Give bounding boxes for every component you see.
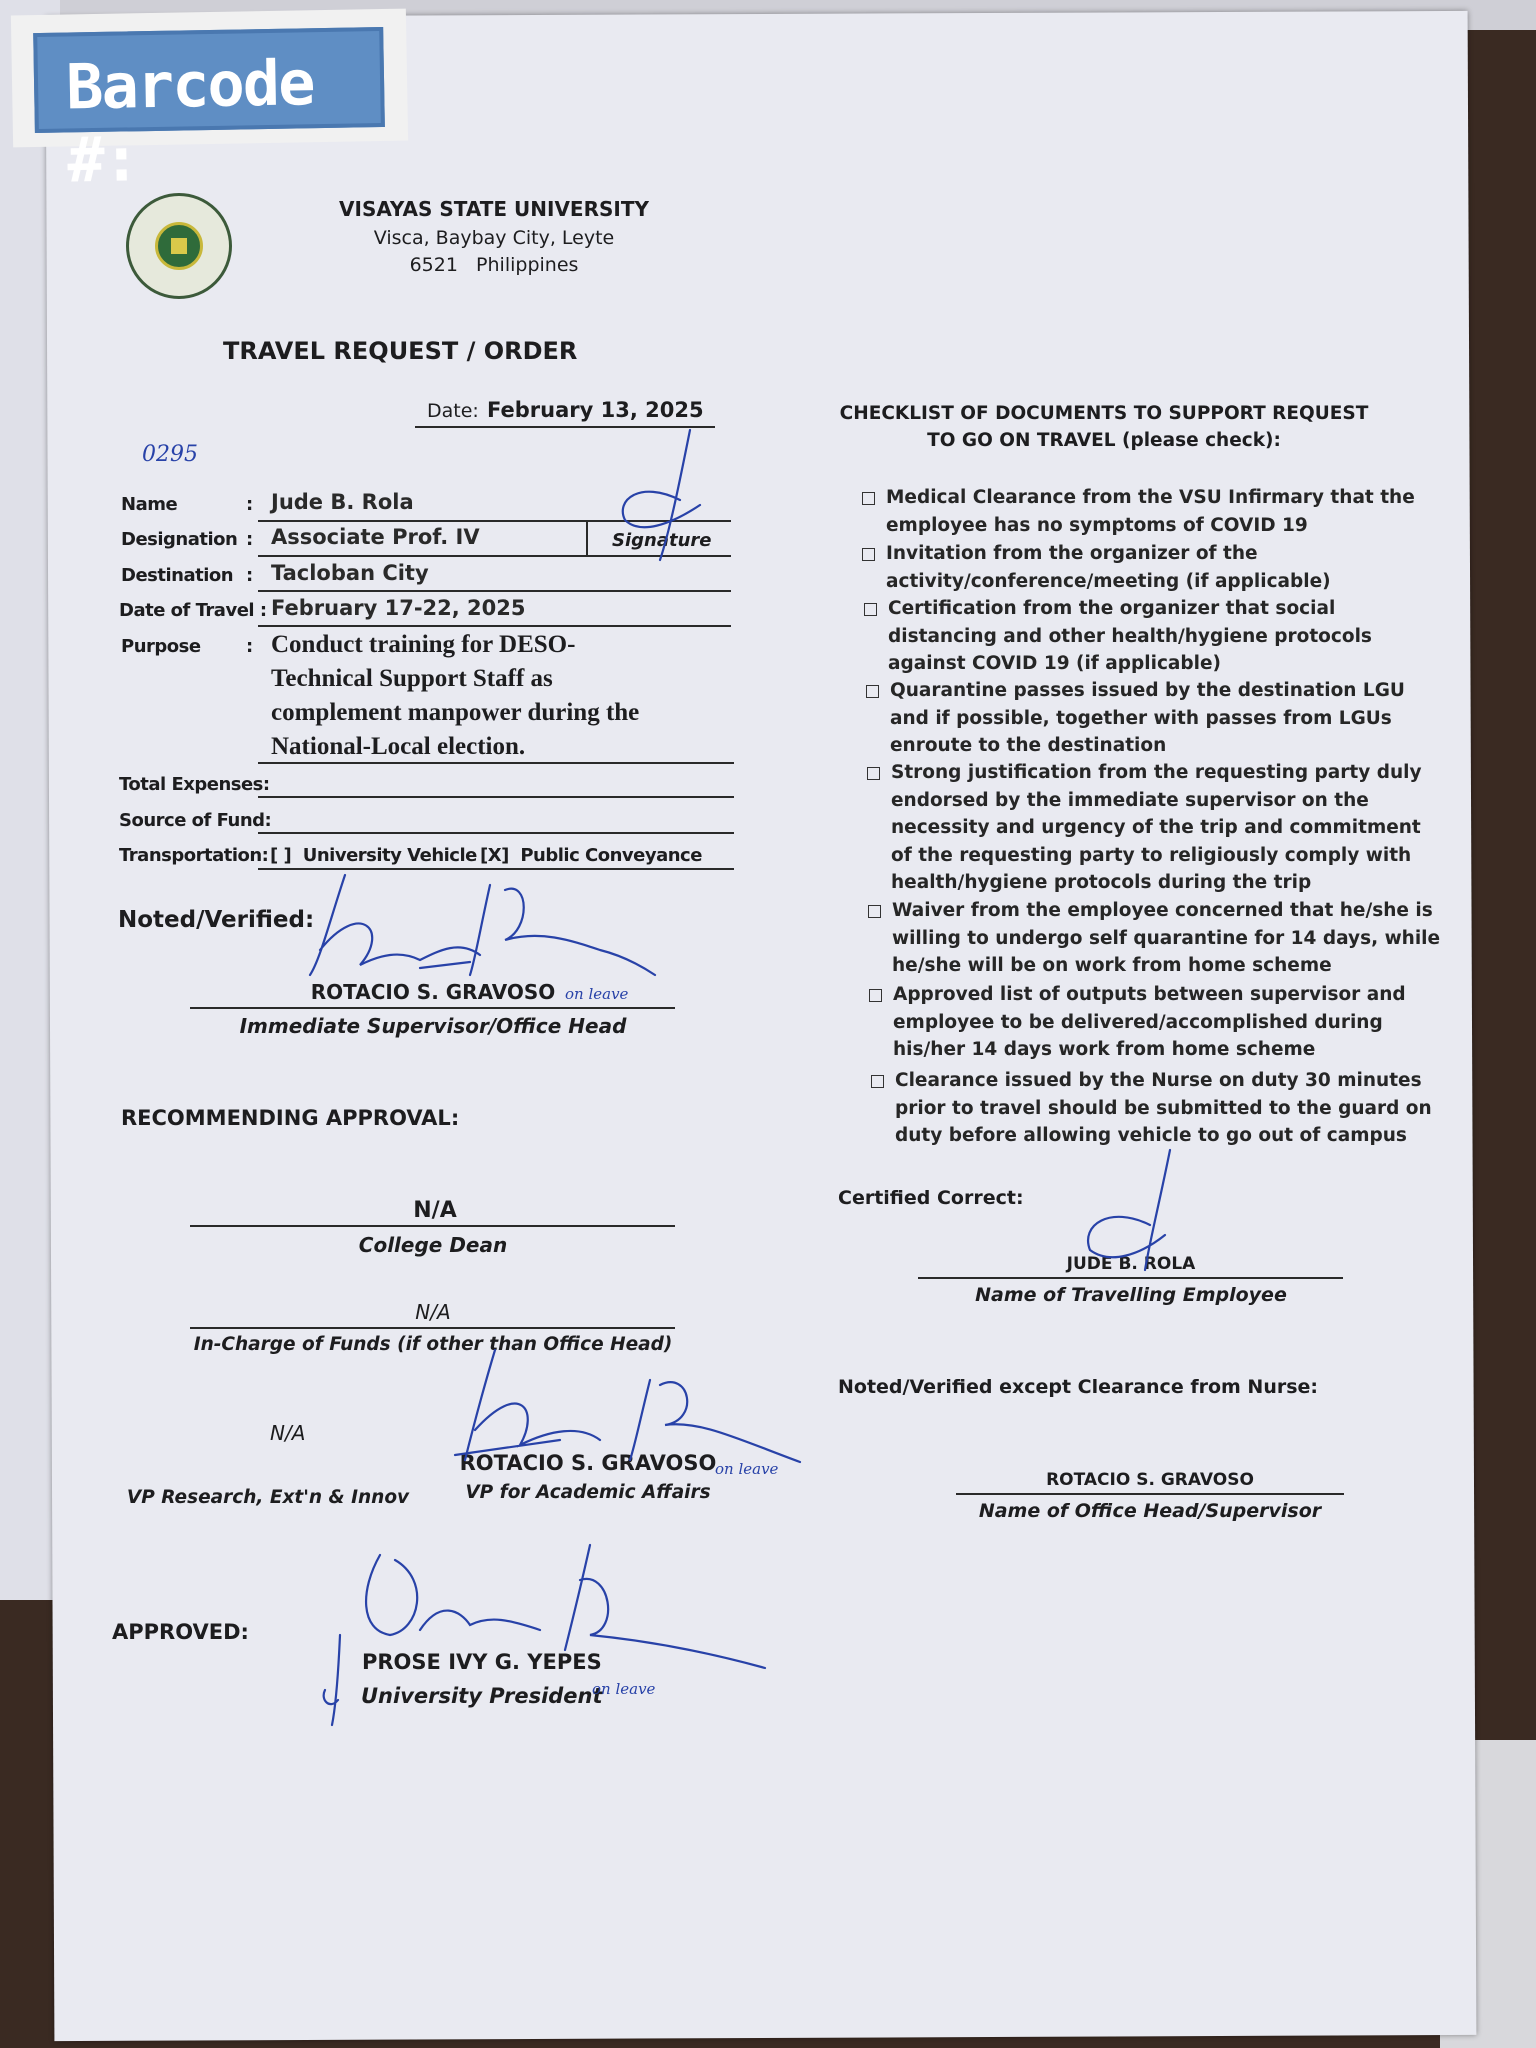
date-value: February 13, 2025 <box>487 398 704 422</box>
date-of-travel-value[interactable]: February 17-22, 2025 <box>271 596 526 620</box>
checklist-checkbox[interactable] <box>869 989 882 1002</box>
source-of-fund-label: Source of Fund: <box>119 810 272 831</box>
president-role: University President <box>361 1684 603 1708</box>
recommending-approval-label: RECOMMENDING APPROVAL: <box>121 1106 460 1130</box>
university-vehicle-option[interactable]: [ ] University Vehicle <box>270 845 477 866</box>
transportation-line <box>258 868 734 870</box>
destination-value[interactable]: Tacloban City <box>271 561 429 585</box>
checklist-item-line: necessity and urgency of the trip and commitment <box>891 817 1421 838</box>
date-line <box>415 426 715 428</box>
office-head-role: Name of Office Head/Supervisor <box>978 1500 1322 1522</box>
checklist-item-line: Clearance issued by the Nurse on duty 30 minutes <box>895 1070 1422 1091</box>
checklist-item <box>895 1067 1432 1150</box>
checklist-item-line: he/she will be on work from home scheme <box>892 955 1332 976</box>
checklist-item-line: Medical Clearance from the VSU Infirmary that the <box>886 487 1415 508</box>
purpose-line: complement manpower during the <box>271 699 640 726</box>
date-of-travel-label: Date of Travel : <box>119 600 267 621</box>
checklist-item <box>891 759 1422 897</box>
checklist-item <box>888 595 1372 678</box>
checklist-item <box>886 484 1415 539</box>
funds-value: N/A <box>415 1300 451 1324</box>
checklist-item-line: employee to be delivered/accomplished during <box>893 1011 1383 1033</box>
purpose-line: National-Local election. <box>271 733 526 760</box>
checklist-item <box>893 981 1406 1064</box>
vpaa-role: VP for Academic Affairs <box>465 1482 711 1503</box>
vp-research-role: VP Research, Ext'n & Innov <box>126 1487 410 1508</box>
checklist-checkbox[interactable] <box>871 1075 884 1088</box>
checklist-checkbox[interactable] <box>866 685 879 698</box>
dean-role: College Dean <box>358 1233 508 1257</box>
designation-value[interactable]: Associate Prof. IV <box>271 525 480 549</box>
destination-label: Destination <box>121 565 234 586</box>
university-seal-logo <box>126 193 232 299</box>
president-name: PROSE IVY G. YEPES <box>362 1650 602 1674</box>
date-label: Date: <box>427 400 479 422</box>
checklist-item-line: his/her 14 days work from home scheme <box>893 1039 1316 1060</box>
checklist-checkbox[interactable] <box>862 548 875 561</box>
checklist-item-line: employee has no symptoms of COVID 19 <box>886 514 1308 536</box>
checklist-checkbox[interactable] <box>864 603 877 616</box>
barcode-label: Barcode #: <box>65 46 315 197</box>
colon: : <box>246 636 253 657</box>
university-name: VISAYAS STATE UNIVERSITY <box>339 197 649 221</box>
checklist-item-line: Quarantine passes issued by the destination LGU <box>890 680 1405 701</box>
address-line-1: Visca, Baybay City, Leyte <box>373 227 615 249</box>
checklist-item-line: of the requesting party to religiously comply with <box>891 844 1412 866</box>
total-expenses-field[interactable] <box>258 796 734 798</box>
checklist-item-line: activity/conference/meeting (if applicable) <box>886 570 1331 592</box>
checklist-item-line: distancing and other health/hygiene protocols <box>888 625 1372 647</box>
traveller-name: JUDE B. ROLA <box>1066 1254 1196 1274</box>
name-value[interactable]: Jude B. Rola <box>271 490 414 514</box>
checklist-item-line: health/hygiene protocols during the trip <box>891 872 1312 893</box>
checklist-item <box>886 540 1331 595</box>
checklist-checkbox[interactable] <box>868 905 881 918</box>
checklist-item-line: duty before allowing vehicle to go out of campus <box>895 1125 1407 1146</box>
checklist-item-line: willing to undergo self quarantine for 14 days, while <box>892 927 1441 949</box>
purpose-label: Purpose <box>121 636 201 657</box>
checklist-item-line: enroute to the destination <box>890 735 1167 756</box>
noted-verified-label: Noted/Verified: <box>118 907 315 933</box>
purpose-line-underline <box>258 762 734 764</box>
checklist-item-line: endorsed by the immediate supervisor on the <box>891 789 1369 811</box>
designation-label: Designation <box>121 529 238 550</box>
colon: : <box>246 565 253 586</box>
traveller-role: Name of Travelling Employee <box>975 1284 1287 1306</box>
control-number: 0295 <box>142 442 198 467</box>
colon: : <box>246 494 253 515</box>
supervisor-name: ROTACIO S. GRAVOSO <box>310 980 556 1004</box>
checklist-item-line: Approved list of outputs between supervisor and <box>893 984 1406 1005</box>
dean-value: N/A <box>413 1198 457 1223</box>
vp-research-value: N/A <box>270 1421 306 1445</box>
address-line-2: 6521 Philippines <box>409 254 579 276</box>
checklist-item-line: Waiver from the employee concerned that he/she is <box>892 900 1433 921</box>
checklist-item-line: Strong justification from the requesting party duly <box>891 762 1422 783</box>
checklist-item-line: prior to travel should be submitted to the guard on <box>895 1097 1432 1119</box>
date-of-travel-line <box>258 625 731 627</box>
checklist-checkbox[interactable] <box>862 492 875 505</box>
colon: : <box>246 529 253 550</box>
checklist-item-line: Invitation from the organizer of the <box>886 543 1258 564</box>
designation-line <box>258 555 731 557</box>
checklist-title: CHECKLIST OF DOCUMENTS TO SUPPORT REQUEST <box>839 403 1369 424</box>
name-line <box>258 520 731 522</box>
vpaa-name: ROTACIO S. GRAVOSO <box>459 1451 717 1475</box>
office-head-name: ROTACIO S. GRAVOSO <box>1046 1470 1254 1490</box>
purpose-value[interactable] <box>271 628 639 764</box>
signature-divider <box>586 520 588 556</box>
on-leave-note: on leave <box>592 1680 656 1698</box>
supervisor-line <box>190 1007 675 1009</box>
office-head-line <box>956 1493 1344 1495</box>
total-expenses-label: Total Expenses: <box>119 774 270 795</box>
funds-role: In-Charge of Funds (if other than Office Head) <box>193 1334 673 1355</box>
noted-except-label: Noted/Verified except Clearance from Nurse: <box>838 1376 1319 1398</box>
dean-line <box>190 1225 675 1227</box>
public-conveyance-option[interactable]: [X] Public Conveyance <box>480 845 702 866</box>
form-title: TRAVEL REQUEST / ORDER <box>223 337 578 365</box>
checklist-item <box>890 677 1405 760</box>
signature-label: Signature <box>612 530 712 551</box>
checklist-subtitle: TO GO ON TRAVEL (please check): <box>927 430 1281 451</box>
purpose-line: Conduct training for DESO- <box>271 631 576 658</box>
name-label: Name <box>121 494 178 515</box>
checklist-item-line: against COVID 19 (if applicable) <box>888 653 1221 674</box>
destination-line <box>258 590 731 592</box>
funds-line <box>190 1327 675 1329</box>
checklist-item-line: and if possible, together with passes from LGUs <box>890 707 1392 729</box>
transportation-label: Transportation: <box>119 845 269 866</box>
supervisor-role: Immediate Supervisor/Office Head <box>239 1014 627 1038</box>
purpose-line: Technical Support Staff as <box>271 665 553 692</box>
on-leave-note: on leave <box>715 1460 779 1478</box>
on-leave-note: on leave <box>565 985 629 1003</box>
checklist-item <box>892 897 1440 980</box>
barcode-sticker <box>11 9 408 197</box>
approved-label: APPROVED: <box>112 1620 249 1644</box>
checklist-checkbox[interactable] <box>867 767 880 780</box>
checklist-item-line: Certification from the organizer that social <box>888 598 1336 619</box>
source-of-fund-field[interactable] <box>258 832 734 834</box>
traveller-line <box>918 1277 1343 1279</box>
certified-correct-label: Certified Correct: <box>838 1187 1024 1209</box>
